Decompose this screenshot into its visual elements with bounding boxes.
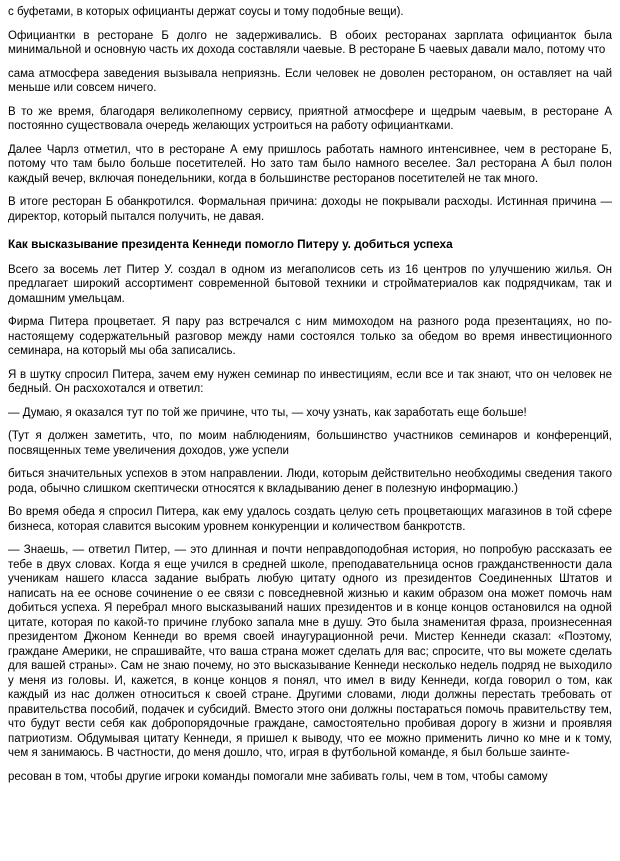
paragraph: Официантки в ресторане Б долго не задерживались. В обоих ресторанах зарплата официанток была минимальной и основную часть их дохода составляли чаевые. В ресторане Б чаевых давали мало, потому что — [8, 29, 612, 56]
paragraph: биться значительных успехов в этом направлении. Люди, которым действительно необходимы сведения такого рода, обычно слишком скептически относятся к вкладыванию денег в полезную информацию.) — [8, 468, 612, 495]
paragraph-continuation-bottom: ресован в том, чтобы другие игроки команды помогали мне забивать голы, чем в том, чтобы самому — [8, 770, 548, 783]
paragraph: Во время обеда я спросил Питера, как ему удалось создать целую сеть процветающих магазинов в той сфере бизнеса, которая славится высоким уровнем конкуренции и количеством банкротств. — [8, 506, 612, 533]
paragraph-continuation: с буфетами, в которых официанты держат соусы и тому подобные вещи). — [8, 6, 404, 18]
paragraph-dialogue: — Думаю, я оказался тут по той же причине, что ты, — хочу узнать, как заработать еще больше! — [8, 406, 527, 419]
paragraph: сама атмосфера заведения вызывала неприязнь. Если человек не доволен рестораном, он оставляет на чай меньше или совсем ничего. — [8, 67, 612, 94]
paragraph: Я в шутку спросил Питера, зачем ему нужен семинар по инвестициям, если все и так знают, что он человек не бедный. Он расхохотался и ответил: — [8, 368, 612, 395]
paragraph: В то же время, благодаря великолепному сервису, приятной атмосфере и щедрым чаевым, в ресторане А постоянно существовала очередь желающих устроиться на работу официантками. — [8, 105, 612, 132]
paragraph: Далее Чарлз отметил, что в ресторане А ему пришлось работать намного интенсивнее, чем в ресторане Б, потому что там было больше посетителей. Но зато там было намного веселее. Зал ресторана А был полон каждый вечер, включая понедельники, когда в большинстве ресторанов посетителей не так много. — [8, 143, 612, 185]
paragraph-dialogue-long: — Знаешь, — ответил Питер, — это длинная и почти неправдоподобная история, но попробую рассказать ее тебе в двух словах. Когда я еще учился в средней школе, преподавательница основ гражданственности дала ученикам нашего класса задание выбрать любую цитату одного из президентов Соединенных Штатов и написать на ее основе сочинение о ее связи с повседневной жизнью и каким образом она может помочь нам добиться успеха. Я перебрал много высказываний наших президентов и в конце концов остановился на одной цитате, которая по какой-то причине глубоко запала мне в душу. Это была знаменитая фраза, произнесенная президентом Джоном Кеннеди во время своей инаугурационной речи. Мистер Кеннеди сказал: «Поэтому, граждане Америки, не спрашивайте, что ваша страна может сделать для вас; спросите, что вы можете сделать для вашей страны». Сам не знаю почему, но это высказывание Кеннеди несколько недель подряд не выходило у меня из головы. И, кажется, в конце концов я понял, что имел в виду Кеннеди, когда говорил о том, как каждый из нас должен относиться к своей стране. Другими словами, люди должны перестать требовать от правительства пособий, подачек и субсидий. Вместо этого они должны постараться помочь правительству тем, что будут вести себя как добропорядочные граждане, самостоятельно пробивая дорогу в жизни и проявляя патриотизм. Обдумывая цитату Кеннеди, я пришел к выводу, что ее можно применить лично ко мне и к тому, чем я занимаюсь. В частности, до меня дошло, что, играя в футбольной команде, я был больше заинте- — [8, 544, 612, 759]
paragraph: (Тут я должен заметить, что, по моим наблюдениям, большинство участников семинаров и конференций, посвященных теме увеличения доходов, уже успели — [8, 430, 612, 457]
paragraph: Фирма Питера процветает. Я пару раз встречался с ним мимоходом на разного рода презентациях, но по-настоящему содержательный разговор между нами состоялся только за обедом во время инвестиционного семинара, на который мы оба записались. — [8, 316, 612, 357]
section-heading: Как высказывание президента Кеннеди помогло Питеру у. добиться успеха — [8, 237, 453, 251]
paragraph: В итоге ресторан Б обанкротился. Формальная причина: доходы не покрывали расходы. Истинная причина — директор, который пытался получить, не давая. — [8, 196, 612, 223]
paragraph: Всего за восемь лет Питер У. создал в одном из мегаполисов сеть из 16 центров по улучшению жилья. Он предлагает широкий ассортимент современной бытовой техники и стройматериалов как подрядчикам, так и домашним умельцам. — [8, 263, 612, 305]
